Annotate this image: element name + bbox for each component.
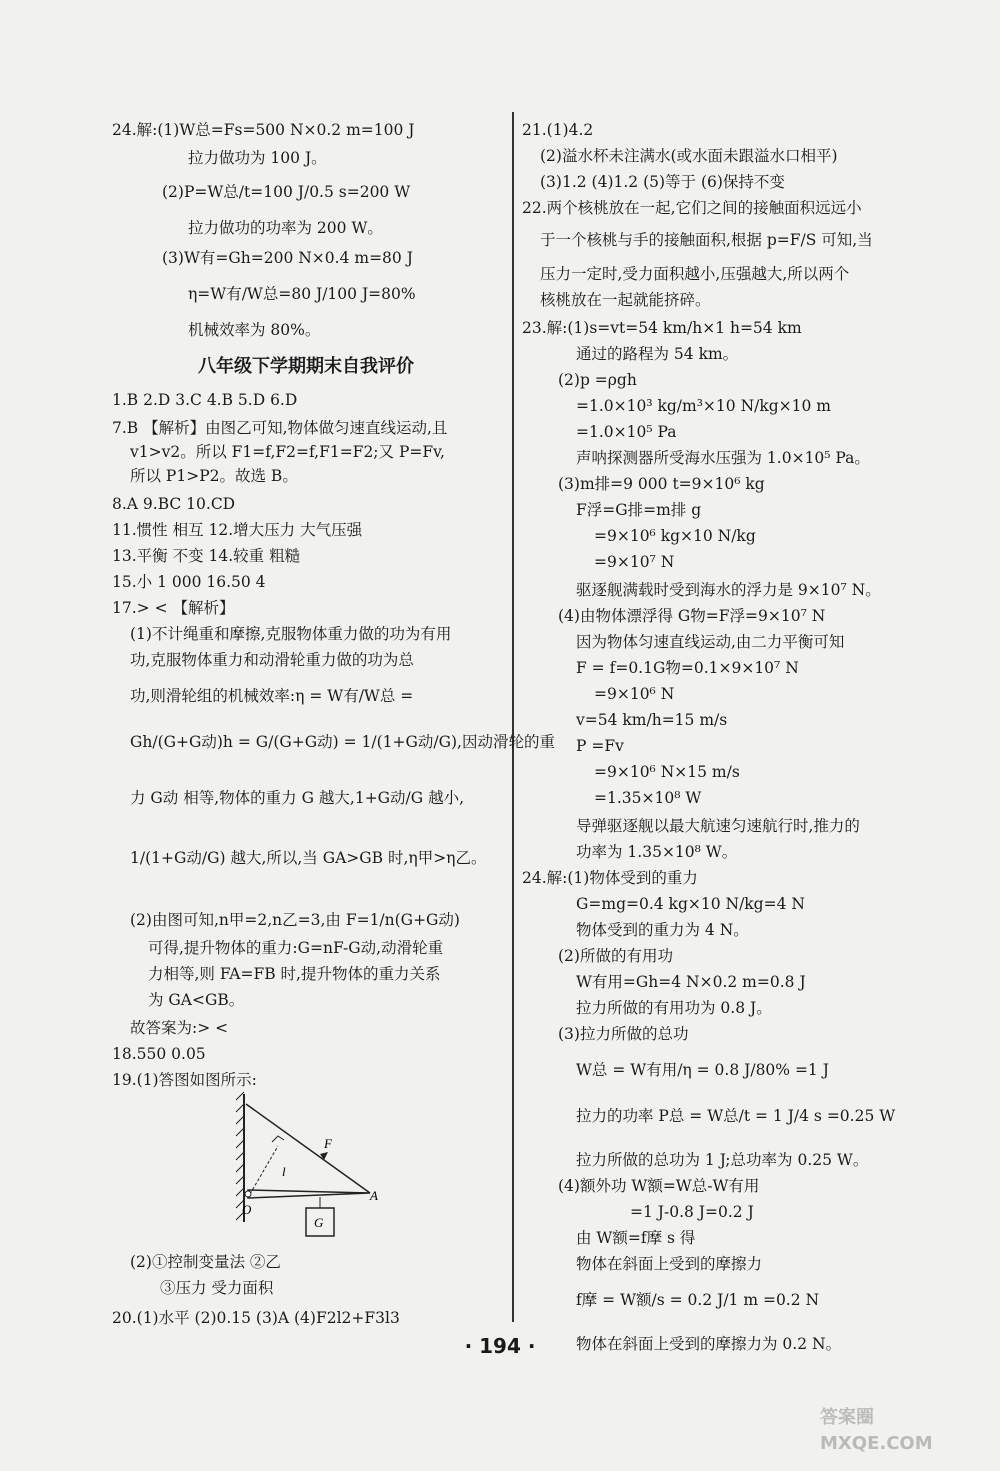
right-line: =9×10⁷ N [594,553,675,571]
right-line: f摩 = W额/s = 0.2 J/1 m =0.2 N [576,1291,820,1309]
right-line: =1.0×10³ kg/m³×10 N/kg×10 m [576,397,832,415]
right-line: 物体在斜面上受到的摩擦力为 0.2 N。 [576,1335,842,1353]
right-line: G=mg=0.4 kg×10 N/kg=4 N [576,895,805,913]
left-line: 17.> < 【解析】 [112,599,235,617]
right-line: (2)p =ρgh [558,371,637,389]
left-line: 1/(1+G动/G) 越大,所以,当 GA>GB 时,η甲>η乙。 [130,849,487,867]
right-line: 因为物体匀速直线运动,由二力平衡可知 [576,633,845,651]
right-line: 于一个核桃与手的接触面积,根据 p=F/S 可知,当 [540,231,873,249]
right-line: =1.35×10⁸ W [594,789,702,807]
left-line: 20.(1)水平 (2)0.15 (3)A (4)F2l2+F3l3 [112,1309,400,1327]
left-line: 力 G动 相等,物体的重力 G 越大,1+G动/G 越小, [130,789,465,807]
label-O: O [242,1202,252,1217]
right-line: 通过的路程为 54 km。 [576,345,739,363]
left-line: (1)不计绳重和摩擦,克服物体重力做的功为有用 [130,625,452,643]
right-line: F浮=G排=m排 g [576,501,702,519]
watermark [820,1405,990,1465]
right-line: 拉力所做的总功为 1 J;总功率为 0.25 W。 [576,1151,869,1169]
left-line: 11.惯性 相互 12.增大压力 大气压强 [112,521,363,539]
left-line: 功,则滑轮组的机械效率:η = W有/W总 = [130,687,414,705]
left-line: 为 GA<GB。 [148,991,245,1009]
label-l: l [282,1164,286,1179]
lever-diagram [232,1090,392,1250]
right-line: 物体在斜面上受到的摩擦力 [576,1255,763,1273]
right-line: (4)额外功 W额=W总-W有用 [558,1177,760,1195]
right-line: 声呐探测器所受海水压强为 1.0×10⁵ Pa。 [576,449,870,467]
right-line: =1.0×10⁵ Pa [576,423,677,441]
left-line: 可得,提升物体的重力:G=nF-G动,动滑轮重 [148,939,444,957]
left-line: 18.550 0.05 [112,1045,206,1063]
right-line: 由 W额=f摩 s 得 [576,1229,696,1247]
label-A: A [370,1188,378,1203]
right-line: (2)溢水杯未注满水(或水面未跟溢水口相平) [540,147,838,165]
column-divider [512,112,514,1322]
left-line: (2)①控制变量法 ②乙 [130,1253,281,1271]
right-line: =1 J-0.8 J=0.2 J [630,1203,754,1221]
right-line: =9×10⁶ N [594,685,675,703]
right-line: (4)由物体漂浮得 G物=F浮=9×10⁷ N [558,607,826,625]
right-line: F = f=0.1G物=0.1×9×10⁷ N [576,659,799,677]
right-line: 物体受到的重力为 4 N。 [576,921,749,939]
left-line: (3)W有=Gh=200 N×0.4 m=80 J [162,249,413,267]
right-line: 驱逐舰满载时受到海水的浮力是 9×10⁷ N。 [576,581,881,599]
page-number: · 194 · [464,1334,536,1358]
right-line: 功率为 1.35×10⁸ W。 [576,843,738,861]
left-line: 24.解:(1)W总=Fs=500 N×0.2 m=100 J [112,121,415,139]
section-title: 八年级下学期期末自我评价 [198,356,414,377]
left-line: v1>v2。所以 F1=f,F2=f,F1=F2;又 P=Fv, [130,443,445,461]
right-line: v=54 km/h=15 m/s [576,711,728,729]
right-line: 21.(1)4.2 [522,121,594,139]
left-line: 机械效率为 80%。 [188,321,321,339]
right-line: P =Fv [576,737,624,755]
left-line: 拉力做功的功率为 200 W。 [188,219,383,237]
left-line: 所以 P1>P2。故选 B。 [130,467,298,485]
right-line: 24.解:(1)物体受到的重力 [522,869,698,887]
left-line: 13.平衡 不变 14.较重 粗糙 [112,547,301,565]
label-G: G [314,1215,324,1230]
left-line: 8.A 9.BC 10.CD [112,495,236,513]
left-line: 19.(1)答图如图所示: [112,1071,257,1089]
right-line: =9×10⁶ kg×10 N/kg [594,527,756,545]
right-line: =9×10⁶ N×15 m/s [594,763,740,781]
right-line: W有用=Gh=4 N×0.2 m=0.8 J [576,973,806,991]
left-line: η=W有/W总=80 J/100 J=80% [188,285,416,303]
left-line: 15.小 1 000 16.50 4 [112,573,266,591]
label-F: F [324,1136,332,1151]
right-line: 拉力所做的有用功为 0.8 J。 [576,999,772,1017]
right-line: (3)1.2 (4)1.2 (5)等于 (6)保持不变 [540,173,785,191]
right-line: 导弹驱逐舰以最大航速匀速航行时,推力的 [576,817,860,835]
right-line: (3)m排=9 000 t=9×10⁶ kg [558,475,765,493]
right-line: 23.解:(1)s=vt=54 km/h×1 h=54 km [522,319,802,337]
left-line: ③压力 受力面积 [160,1279,274,1297]
right-line: 22.两个核桃放在一起,它们之间的接触面积远远小 [522,199,862,217]
left-line: 力相等,则 FA=FB 时,提升物体的重力关系 [148,965,441,983]
left-line: 7.B 【解析】由图乙可知,物体做匀速直线运动,且 [112,419,448,437]
right-line: (3)拉力所做的总功 [558,1025,689,1043]
left-line: 1.B 2.D 3.C 4.B 5.D 6.D [112,391,298,409]
left-line: 故答案为:> < [130,1019,229,1037]
left-line: 功,克服物体重力和动滑轮重力做的功为总 [130,651,414,669]
right-line: 压力一定时,受力面积越小,压强越大,所以两个 [540,265,850,283]
right-line: (2)所做的有用功 [558,947,673,965]
left-line: Gh/(G+G动)h = G/(G+G动) = 1/(1+G动/G),因动滑轮的重 [130,733,555,751]
right-line: 核桃放在一起就能挤碎。 [540,291,711,309]
left-line: (2)由图可知,n甲=2,n乙=3,由 F=1/n(G+G动) [130,911,460,929]
right-line: 拉力的功率 P总 = W总/t = 1 J/4 s =0.25 W [576,1107,896,1125]
left-line: (2)P=W总/t=100 J/0.5 s=200 W [162,183,411,201]
right-line: W总 = W有用/η = 0.8 J/80% =1 J [576,1061,829,1079]
left-line: 拉力做功为 100 J。 [188,149,327,167]
watermark-text: 答案圈 MXQE.COM [820,1407,933,1454]
